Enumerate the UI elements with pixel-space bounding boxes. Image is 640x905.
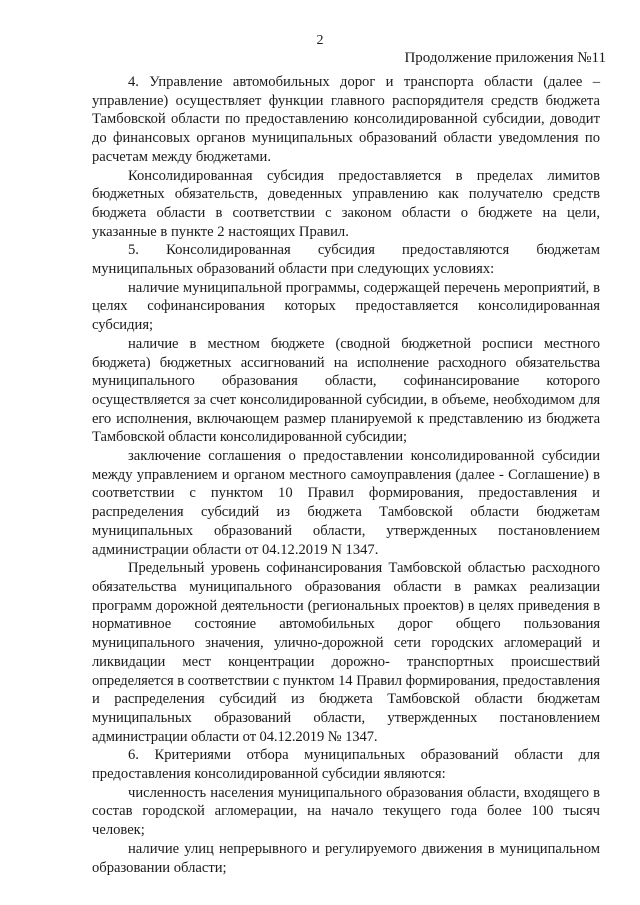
- page-number: 2: [316, 33, 324, 48]
- criterion-streets: наличие улиц непрерывного и регулируемого движения в муниципальном образовании области;: [92, 840, 600, 876]
- condition-agreement: заключение соглашения о предоставлении консолидированной субсидии между управлением и органом местного самоуправления (далее - Соглашение) в соответствии с пунктом 10 Правил формирования, предоставления и распределения субсидий из бюджета Тамбовской области бюджетам муниципальных образований области, утвержденных постановлением администрации области от 04.12.2019 N 1347.: [92, 448, 600, 558]
- document-body: [92, 73, 600, 877]
- condition-program: наличие муниципальной программы, содержащей перечень мероприятий, в целях софинансирования которых предоставляется консолидированная субсидия;: [92, 279, 600, 334]
- paragraph-subsidy-limits: Консолидированная субсидия предоставляется в пределах лимитов бюджетных обязательств, доведенных управлению как получателю средств бюджета области в соответствии с законом области о бюджете на цели, указанные в пункте 2 настоящих Правил.: [92, 167, 600, 240]
- paragraph-item-6: 6. Критериями отбора муниципальных образований области для предоставления консолидированной субсидии являются:: [92, 747, 600, 783]
- paragraph-cofinancing-level: Предельный уровень софинансирования Тамбовской областью расходного обязательства муниципального образования области в рамках реализации программ дорожной деятельности (региональных проектов) в целях приведения в нормативное состояние автомобильных дорог общего пользования муниципального значения, улично-дорожной сети городских агломераций и ликвидации мест концентрации дорожно- транспортных происшествий определяется в соответствии с пунктом 14 Правил формирования, предоставления и распределения субсидий из бюджета Тамбовской области бюджетам муниципальных образований области, утвержденных постановлением администрации области от 04.12.2019 № 1347.: [92, 560, 600, 745]
- paragraph-item-5: 5. Консолидированная субсидия предоставляются бюджетам муниципальных образований области при следующих условиях:: [92, 242, 600, 278]
- paragraph-item-4: 4. Управление автомобильных дорог и транспорта области (далее – управление) осуществляет функции главного распорядителя средств бюджета Тамбовской области по предоставлению консолидированной субсидии, доводит до финансовых органов муниципальных образований области уведомления по расчетам между бюджетами.: [92, 74, 600, 165]
- criterion-population: численность населения муниципального образования области, входящего в состав городской агломерации, на начало текущего года более 100 тысяч человек;: [92, 784, 600, 839]
- condition-budget-allocations: наличие в местном бюджете (сводной бюджетной росписи местного бюджета) бюджетных ассигнований на исполнение расходного обязательства муниципального образования области, софинансирование которого осуществляется за счет консолидированной субсидии, в объеме, необходимом для его исполнения, включающем размер планируемой к представлению из бюджета Тамбовской области консолидированной субсидии;: [92, 335, 600, 446]
- continuation-note: Продолжение приложения №11: [404, 50, 606, 66]
